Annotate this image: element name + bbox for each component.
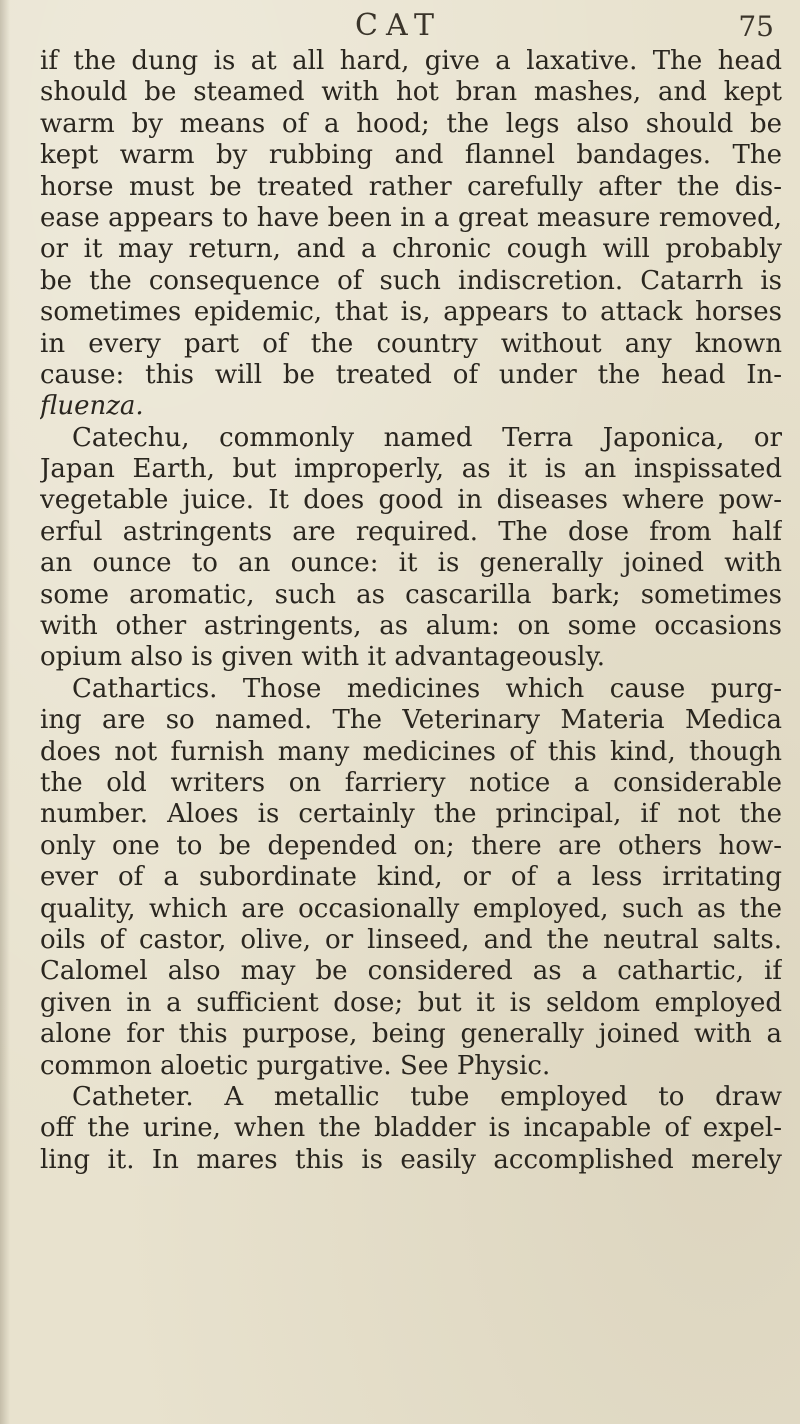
text-line: be the consequence of such indiscretion. Catarrh is xyxy=(40,265,782,296)
text-line: fluenza. xyxy=(40,391,144,422)
text-line: only one to be depended on; there are others how- xyxy=(40,830,782,861)
text-line: should be steamed with hot bran mashes, and kept xyxy=(40,77,782,108)
text-line: ling it. In mares this is easily accomplished merely xyxy=(40,1144,782,1175)
text-line: vegetable juice. It does good in diseases where pow- xyxy=(40,485,782,516)
entry-heading-line: Cathartics. Those medicines which cause purg- xyxy=(72,673,782,704)
text-line: given in a sufficient dose; but it is seldom employed xyxy=(40,987,782,1018)
text-line: Calomel also may be considered as a cathartic, if xyxy=(40,956,782,987)
text-line: alone for this purpose, being generally joined with a xyxy=(40,1019,782,1050)
running-head-title: CAT xyxy=(355,8,442,43)
text-line: ing are so named. The Veterinary Materia Medica xyxy=(40,705,782,736)
page-number: 75 xyxy=(738,10,774,43)
text-line: an ounce to an ounce: it is generally joined with xyxy=(40,548,782,579)
text-line: opium also is given with it advantageously. xyxy=(40,642,605,673)
running-head xyxy=(0,6,800,46)
text-line: oils of castor, olive, or linseed, and the neutral salts. xyxy=(40,924,782,955)
text-line: common aloetic purgative. See Physic. xyxy=(40,1050,551,1081)
text-line: quality, which are occasionally employed, such as the xyxy=(40,893,782,924)
entry-heading-line: Catheter. A metallic tube employed to draw xyxy=(72,1081,782,1112)
text-line: the old writers on farriery notice a considerable xyxy=(40,767,782,798)
body-text xyxy=(40,46,782,1176)
page-edge-shadow xyxy=(0,0,10,1424)
text-line: in every part of the country without any known xyxy=(40,328,782,359)
text-line: or it may return, and a chronic cough will probably xyxy=(40,234,782,265)
text-line: kept warm by rubbing and flannel bandages. The xyxy=(40,140,782,171)
text-line: cause: this will be treated of under the head In- xyxy=(40,359,782,390)
text-line: if the dung is at all hard, give a laxative. The head xyxy=(40,46,782,76)
text-line: horse must be treated rather carefully after the dis- xyxy=(40,171,782,202)
text-line: some aromatic, such as cascarilla bark; sometimes xyxy=(40,579,782,610)
text-line: warm by means of a hood; the legs also should be xyxy=(40,108,782,139)
text-line: does not furnish many medicines of this kind, though xyxy=(40,736,782,767)
entry-heading-line: Catechu, commonly named Terra Japonica, or xyxy=(72,422,782,453)
text-line: ease appears to have been in a great measure removed, xyxy=(40,202,782,233)
text-line: Japan Earth, but improperly, as it is an inspissated xyxy=(40,454,782,485)
text-line: ever of a subordinate kind, or of a less irritating xyxy=(40,862,782,893)
text-line: sometimes epidemic, that is, appears to attack horses xyxy=(40,297,782,328)
text-line: erful astringents are required. The dose from half xyxy=(40,516,782,547)
text-line: with other astringents, as alum: on some occasions xyxy=(40,611,782,642)
text-line: number. Aloes is certainly the principal, if not the xyxy=(40,799,782,830)
text-line: off the urine, when the bladder is incapable of expel- xyxy=(40,1113,782,1144)
